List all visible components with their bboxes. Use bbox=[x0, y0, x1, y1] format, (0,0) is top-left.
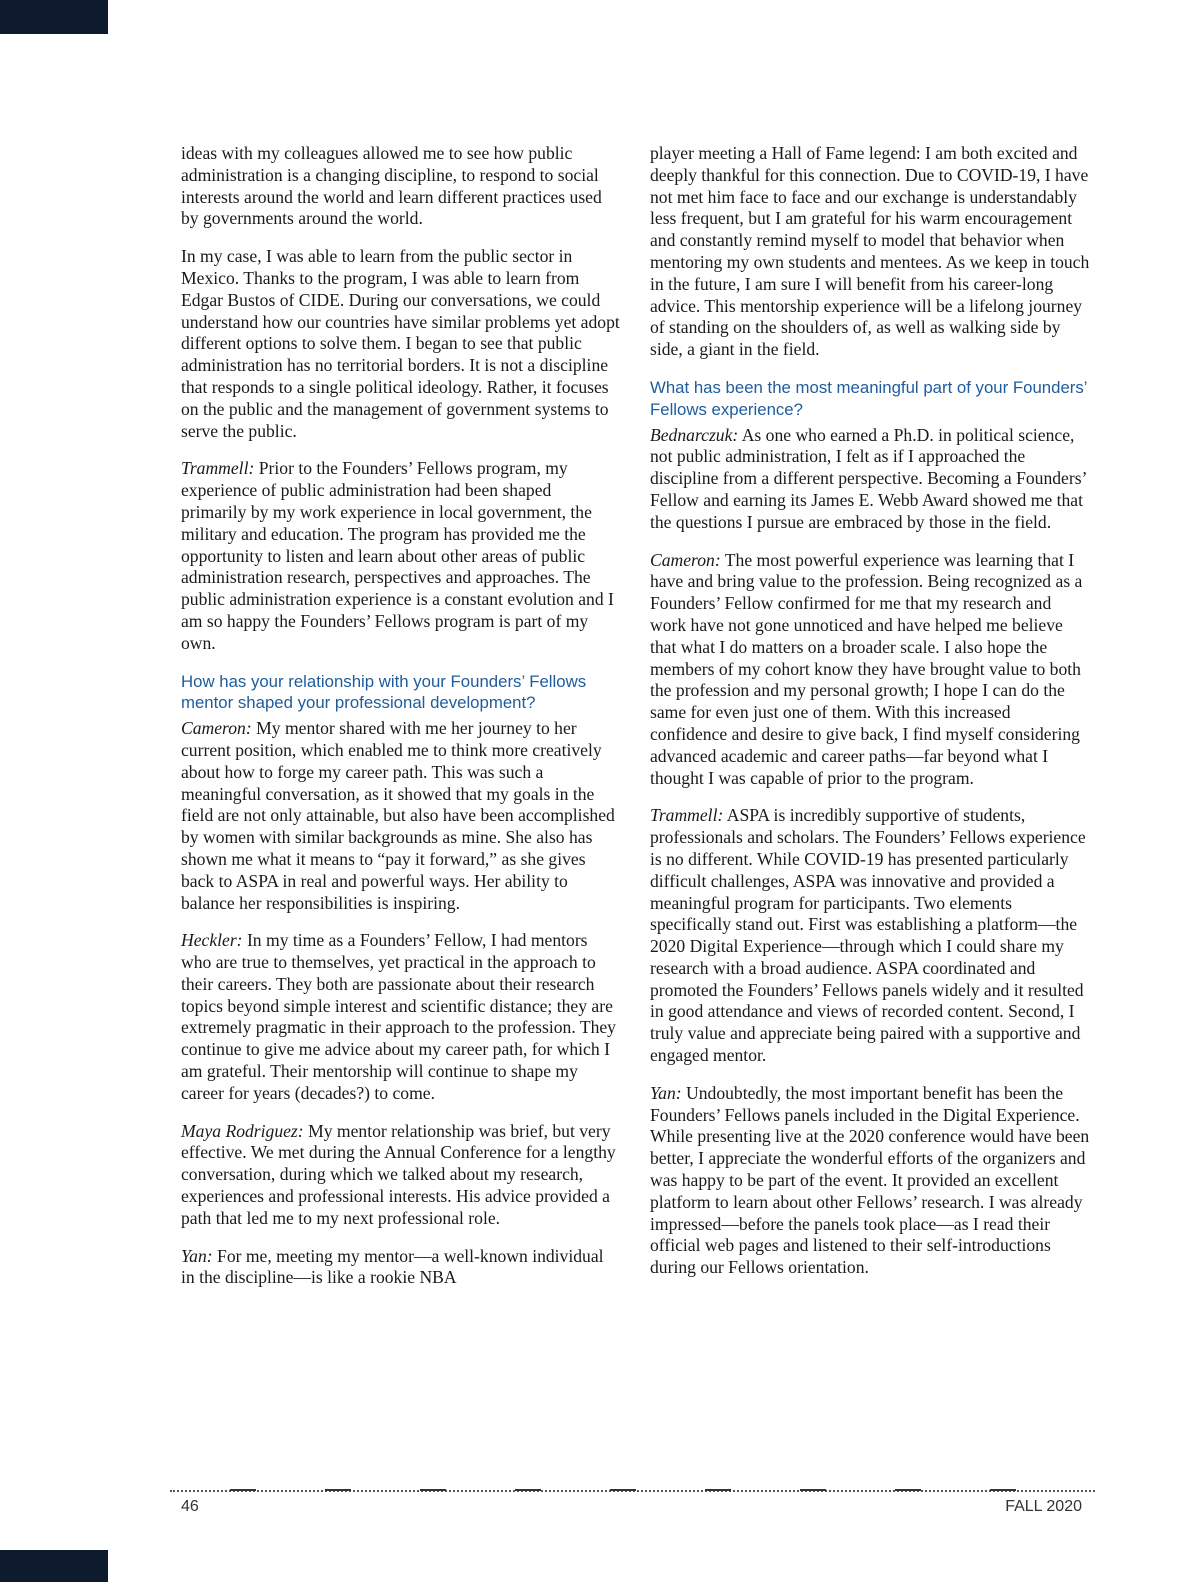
footer-divider-accent bbox=[800, 1489, 826, 1491]
paragraph-text: As one who earned a Ph.D. in political science, not public administration, I felt as if I approached the discipline from a different perspective. Becoming a Founders’ Fellow and earning its James E. Webb Award showed me that the questions I pursue are embraced by those in the field. bbox=[650, 424, 1087, 532]
speaker-name: Yan: bbox=[181, 1245, 213, 1266]
paragraph bbox=[181, 1246, 621, 1290]
question-heading: How has your relationship with your Founders’ Fellows mentor shaped your professional development? bbox=[181, 671, 587, 713]
paragraph bbox=[650, 805, 1090, 1067]
right-column bbox=[650, 143, 1090, 1295]
footer-divider-accent bbox=[610, 1489, 636, 1491]
speaker-name: Yan: bbox=[650, 1082, 682, 1103]
footer-divider-accent bbox=[420, 1489, 446, 1491]
speaker-name: Maya Rodriguez: bbox=[181, 1120, 304, 1141]
speaker-name: Trammell: bbox=[181, 458, 255, 479]
paragraph bbox=[181, 718, 621, 914]
speaker-name: Bednarczuk: bbox=[650, 424, 739, 445]
footer-divider-accent bbox=[990, 1489, 1016, 1491]
footer-divider-accent bbox=[895, 1489, 921, 1491]
paragraph bbox=[181, 930, 621, 1104]
paragraph bbox=[650, 425, 1090, 534]
paragraph: player meeting a Hall of Fame legend: I am both excited and deeply thankful for this connection. Due to COVID-19, I have not met him face to face and our exchange is understandably less frequent, but I am grateful for his warm encouragement and constantly remind myself to model that behavior when mentoring my own students and mentees. As we keep in touch in the future, I am sure I will benefit from his career-long advice. This mentorship experience will be a lifelong journey of standing on the shoulders of, as well as walking side by side, a giant in the field. bbox=[650, 143, 1090, 360]
speaker-name: Cameron: bbox=[181, 718, 252, 739]
paragraph: In my case, I was able to learn from the public sector in Mexico. Thanks to the program, I was able to learn from Edgar Bustos of CIDE. During our conversations, we could understand how our countries have similar problems yet adopt different options to solve them. I began to see that public administration has no territorial borders. It is not a discipline that responds to a single political ideology. Rather, it focuses on the public and the management of government systems to serve the public. bbox=[181, 246, 620, 441]
paragraph bbox=[650, 1083, 1090, 1279]
paragraph-text: Prior to the Founders’ Fellows program, my experience of public administration had been shaped primarily by my work experience in local government, the military and education. The program has provided me the opportunity to listen and learn about other areas of public administration research, perspectives and approaches. The public administration experience is a constant evolution and I am so happy the Founders’ Fellows program is part of my own. bbox=[181, 458, 614, 653]
paragraph bbox=[650, 550, 1090, 790]
paragraph-text: My mentor shared with me her journey to her current position, which enabled me to think more creatively about how to forge my career path. This was such a meaningful conversation, as it showed that my goals in the field are not only attainable, but also have been accomplished by women with similar backgrounds as mine. She also has shown me what it means to “pay it forward,” as she gives back to ASPA in real and powerful ways. Her ability to balance her responsibilities is inspiring. bbox=[181, 718, 615, 913]
question-heading: What has been the most meaningful part of your Founders’ Fellows experience? bbox=[650, 377, 1087, 419]
speaker-name: Cameron: bbox=[650, 549, 721, 570]
paragraph-text: Undoubtedly, the most important benefit has been the Founders’ Fellows panels included in the Digital Experience. While presenting live at the 2020 conference would have been better, I appreciate the wonderful efforts of the organizers and was happy to be part of the event. It provided an excellent platform to learn about other Fellows’ research. I was already impressed—before the panels took place—as I read their official web pages and listened to their self-introductions during our Fellows orientation. bbox=[650, 1082, 1090, 1278]
paragraph-text: The most powerful experience was learning that I have and bring value to the profession. Being recognized as a Founders’ Fellow confirmed for me that my research and work have not gone unnoticed and have helped me believe that what I do matters on a broader scale. I also hope the members of my cohort know they have brought value to both the profession and my personal growth; I hope I can do the same for even just one of them. With this increased confidence and desire to give back, I find myself considering advanced academic and career paths—far beyond what I thought I was capable of prior to the program. bbox=[650, 549, 1083, 788]
paragraph-text: ASPA is incredibly supportive of students, professionals and scholars. The Founders’ Fellows experience is no different. While COVID-19 has presented particularly difficult challenges, ASPA was innovative and provided a meaningful program for participants. Two elements specifically stand out. First was establishing a platform—the 2020 Digital Experience—through which I could share my research with a broad audience. ASPA coordinated and promoted the Founders’ Fellows panels widely and it resulted in good attendance and views of recorded content. Second, I truly value and appreciate being paired with a supportive and engaged mentor. bbox=[650, 805, 1086, 1066]
footer-divider-accent bbox=[230, 1489, 256, 1491]
paragraph-text: My mentor relationship was brief, but very effective. We met during the Annual Conference for a lengthy conversation, during which we talked about my research, experiences and professional interests. His advice provided a path that led me to my next professional role. bbox=[181, 1120, 616, 1228]
bottom-navy-bar bbox=[0, 1550, 108, 1582]
top-navy-bar bbox=[0, 0, 108, 34]
page-number: 46 bbox=[181, 1498, 199, 1515]
paragraph-text: In my time as a Founders’ Fellow, I had mentors who are true to themselves, yet practical in the approach to their careers. They both are passionate about their research topics beyond simple interest and scientific distance; they are extremely pragmatic in their approach to the profession. They continue to give me advice about my career path, for which I am grateful. Their mentorship will continue to shape my career for years (decades?) to come. bbox=[181, 930, 616, 1103]
speaker-name: Heckler: bbox=[181, 930, 243, 951]
issue-label: FALL 2020 bbox=[1005, 1498, 1082, 1515]
footer-divider-accent bbox=[325, 1489, 351, 1491]
paragraph bbox=[181, 458, 621, 654]
footer-divider-accent bbox=[515, 1489, 541, 1491]
paragraph: ideas with my colleagues allowed me to see how public administration is a changing discipline, to respond to social interests around the world and learn different practices used by governments around the world. bbox=[181, 143, 602, 229]
paragraph-text: For me, meeting my mentor—a well-known individual in the discipline—is like a rookie NBA bbox=[181, 1245, 604, 1288]
speaker-name: Trammell: bbox=[650, 805, 724, 826]
paragraph bbox=[181, 1121, 621, 1230]
left-column bbox=[181, 143, 621, 1305]
footer-divider-accent bbox=[705, 1489, 731, 1491]
